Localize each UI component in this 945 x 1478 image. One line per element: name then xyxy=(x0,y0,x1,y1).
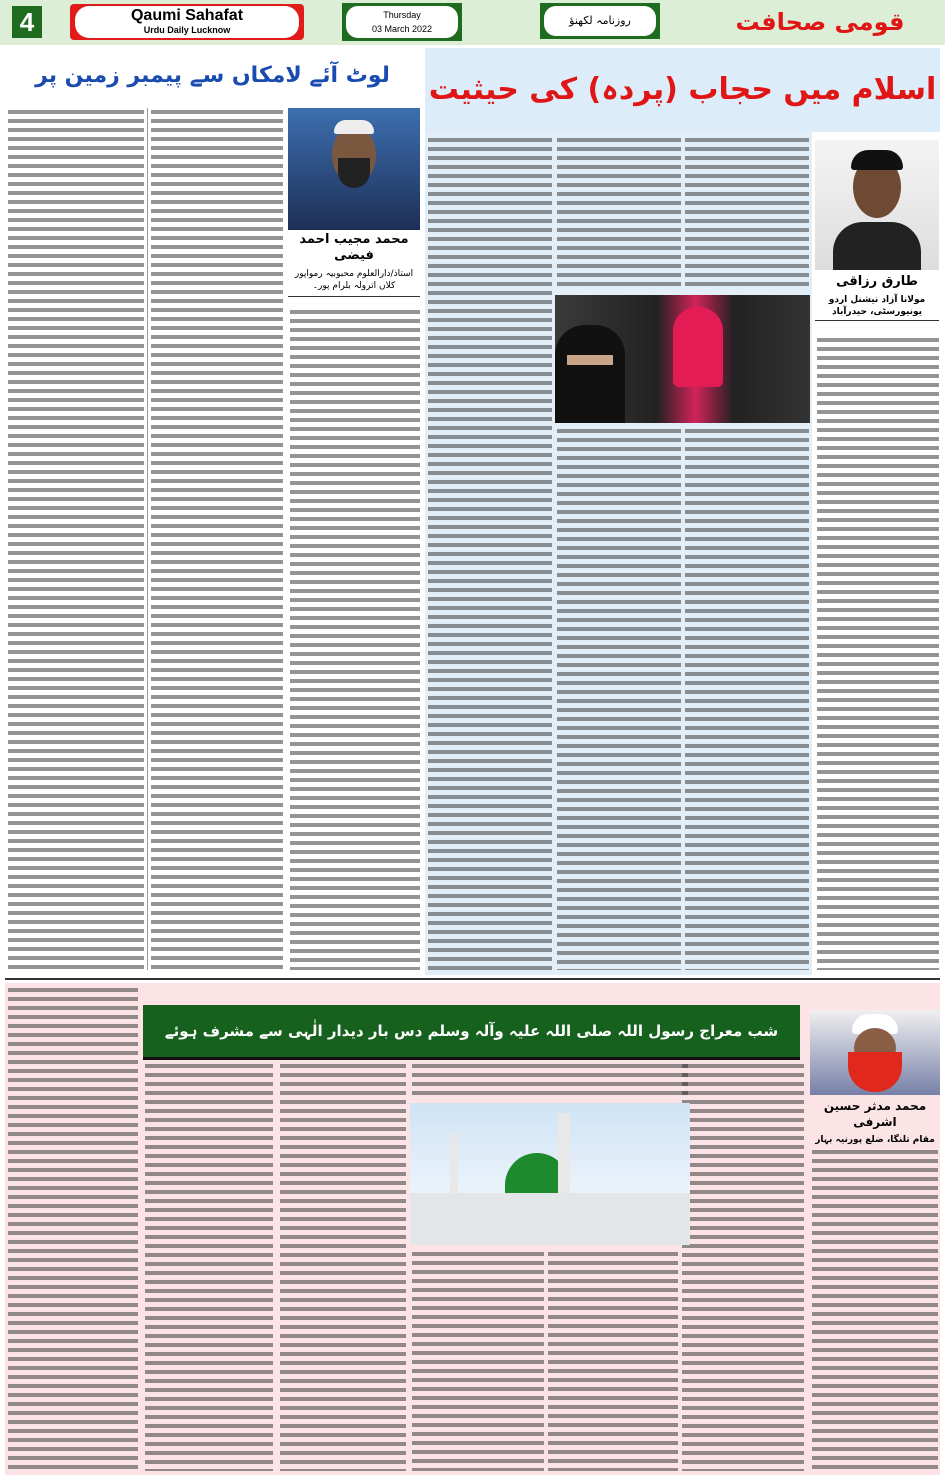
article-text-column xyxy=(412,1062,688,1100)
author-affiliation: مولانا آزاد نیشنل اردو یونیورسٹی، حیدرآباد xyxy=(815,294,939,321)
day: Thursday xyxy=(383,10,421,20)
brand-title: Qaumi Sahafat xyxy=(130,7,244,24)
headline-bottom: شب معراج رسول اللہ صلی اللہ علیہ وآلہ وسلم دس بار دیدار الٰہی سے مشرف ہوئے xyxy=(143,1005,800,1060)
headline-left: لوٹ آئے لامکاں سے پیمبر زمین پر xyxy=(5,48,420,104)
article-text-column xyxy=(8,108,144,970)
author-affiliation: استاذ/دارالعلوم محبوبیہ رمواپور کلاں اترولہ بلرام پور۔ xyxy=(294,269,414,291)
article-text-column xyxy=(151,108,283,970)
article-text-column xyxy=(685,136,809,291)
headline-right: اسلام میں حجاب (پردہ) کی حیثیت xyxy=(425,48,940,132)
author-photo xyxy=(815,140,939,270)
author-block xyxy=(810,1098,940,1145)
urdu-tag-box xyxy=(540,3,660,39)
article-text-column xyxy=(428,136,552,970)
author-affiliation: مقام تلنگا، ضلع پورنیہ بہار xyxy=(815,1135,935,1145)
article-text-column xyxy=(290,308,420,970)
author-photo xyxy=(810,1010,940,1095)
article-text-column xyxy=(548,1250,678,1471)
author-name: محمد مجیب احمد فیضی xyxy=(299,232,409,263)
author-photo xyxy=(288,108,420,230)
hijab-photo xyxy=(555,295,810,423)
article-text-column xyxy=(817,336,939,970)
urdu-tag: روزنامہ لکھنؤ xyxy=(544,6,656,36)
author-block xyxy=(288,232,420,302)
article-text-column xyxy=(145,1062,273,1471)
date: 03 March 2022 xyxy=(371,24,433,34)
urdu-masthead: قومی صحافت xyxy=(735,8,905,36)
mosque-image xyxy=(410,1103,690,1245)
article-text-column xyxy=(412,1250,544,1471)
article-text-column xyxy=(557,427,681,970)
article-text-column xyxy=(557,136,681,291)
author-name: محمد مدثر حسین اشرفی xyxy=(823,1099,927,1129)
article-text-column xyxy=(280,1062,406,1471)
author-block xyxy=(815,274,939,330)
author-name: طارق رزاقی xyxy=(836,274,918,289)
section-divider xyxy=(5,978,940,980)
date-box xyxy=(342,3,462,41)
brand-subtitle: Urdu Daily Lucknow xyxy=(143,25,231,35)
article-text-column xyxy=(685,427,809,970)
page-number: 4 xyxy=(12,6,42,38)
article-text-column xyxy=(682,1062,804,1471)
brand-box xyxy=(70,4,304,40)
article-text-column xyxy=(8,986,138,1471)
column-rule xyxy=(147,108,148,970)
article-text-column xyxy=(812,1148,938,1471)
